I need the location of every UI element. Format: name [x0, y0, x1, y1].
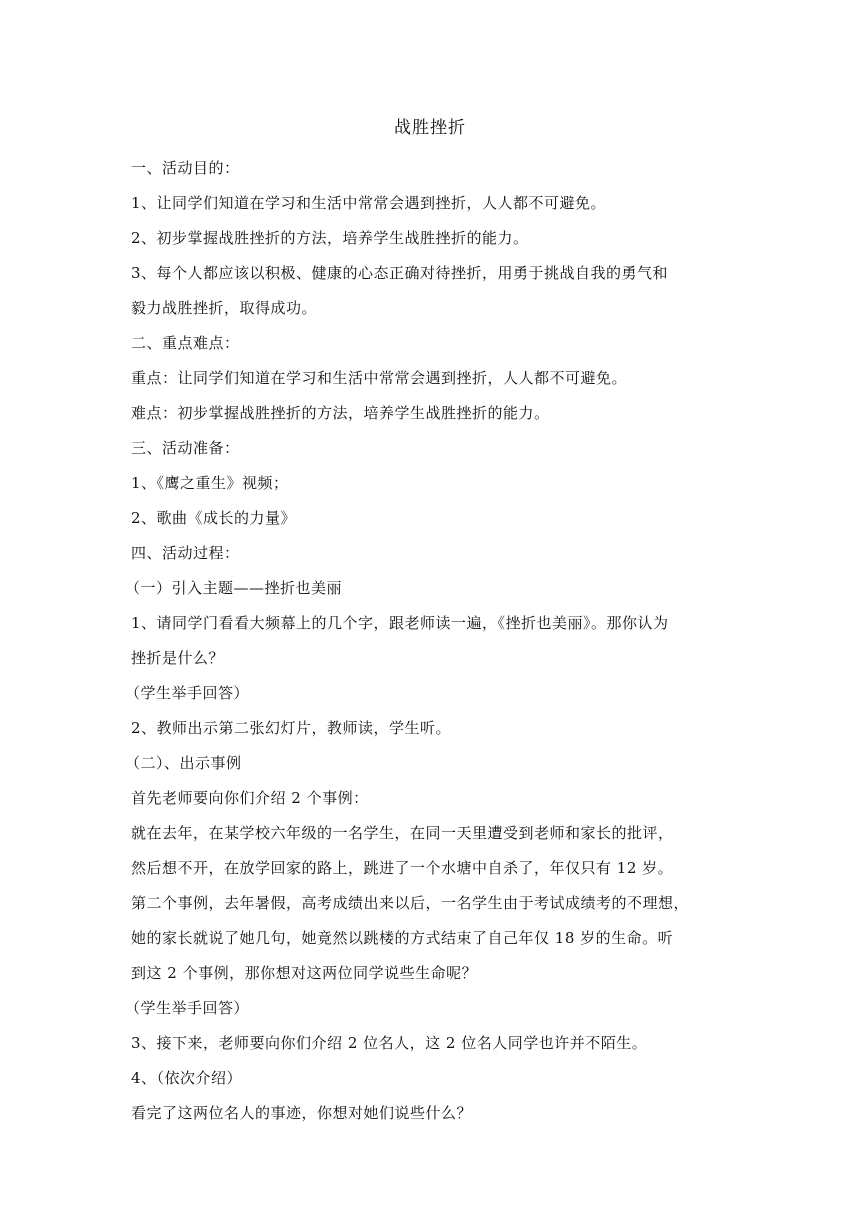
section-heading-preparation: 三、活动准备：	[131, 439, 240, 457]
objective-item-1: 1、让同学们知道在学习和生活中常常会遇到挫折，人人都不可避免。	[131, 194, 607, 212]
paragraph-line: 首先老师要向你们介绍 2 个事例：	[131, 789, 369, 807]
document-body	[125, 151, 731, 1131]
paragraph-line: 然后想不开，在放学回家的路上，跳进了一个水塘中自杀了，年仅只有 12 岁。	[131, 859, 674, 877]
objective-item-3: 3、每个人都应该以积极、健康的心态正确对待挫折，用勇于挑战自我的勇气和	[131, 264, 669, 282]
difficult-point: 难点：初步掌握战胜挫折的方法，培养学生战胜挫折的能力。	[131, 404, 550, 422]
section-heading-process: 四、活动过程：	[131, 544, 240, 562]
section-heading-objectives: 一、活动目的：	[131, 159, 240, 177]
section-heading-key-points: 二、重点难点：	[131, 334, 240, 352]
paragraph-line: 看完了这两位名人的事迹，你想对她们说些什么？	[131, 1104, 473, 1122]
process-step-3: 3、接下来，老师要向你们介绍 2 位名人，这 2 位名人同学也许并不陌生。	[131, 1034, 648, 1052]
preparation-item-2: 2、歌曲《成长的力量》	[131, 509, 297, 527]
paragraph-line: 就在去年，在某学校六年级的一名学生，在同一天里遭受到老师和家长的批评，	[131, 824, 674, 842]
objective-item-2: 2、初步掌握战胜挫折的方法，培养学生战胜挫折的能力。	[131, 229, 529, 247]
process-step-4: 4、（依次介绍）	[131, 1069, 243, 1087]
document-title: 战胜挫折	[394, 118, 466, 138]
subsection-heading-intro: （一）引入主题——挫折也美丽	[125, 579, 343, 597]
objective-item-3-cont: 毅力战胜挫折，取得成功。	[131, 299, 318, 317]
student-answer-note: （学生举手回答）	[125, 999, 250, 1017]
process-step-2: 2、教师出示第二张幻灯片，教师读，学生听。	[131, 719, 452, 737]
process-step-1-cont: 挫折是什么？	[131, 649, 225, 667]
preparation-item-1: 1、《鹰之重生》视频；	[131, 474, 289, 492]
process-step-1: 1、请同学门看看大频幕上的几个字，跟老师读一遍，《挫折也美丽》。那你认为	[131, 614, 669, 632]
subsection-heading-examples: （二）、出示事例	[125, 754, 242, 772]
key-point: 重点：让同学们知道在学习和生活中常常会遇到挫折，人人都不可避免。	[131, 369, 628, 387]
student-answer-note: （学生举手回答）	[125, 684, 250, 702]
paragraph-line: 第二个事例，去年暑假，高考成绩出来以后，一名学生由于考试成绩考的不理想，	[131, 894, 690, 912]
paragraph-line: 她的家长就说了她几句，她竟然以跳楼的方式结束了自己年仅 18 岁的生命。听	[131, 929, 674, 947]
paragraph-line: 到这 2 个事例，那你想对这两位同学说些生命呢？	[131, 964, 478, 982]
